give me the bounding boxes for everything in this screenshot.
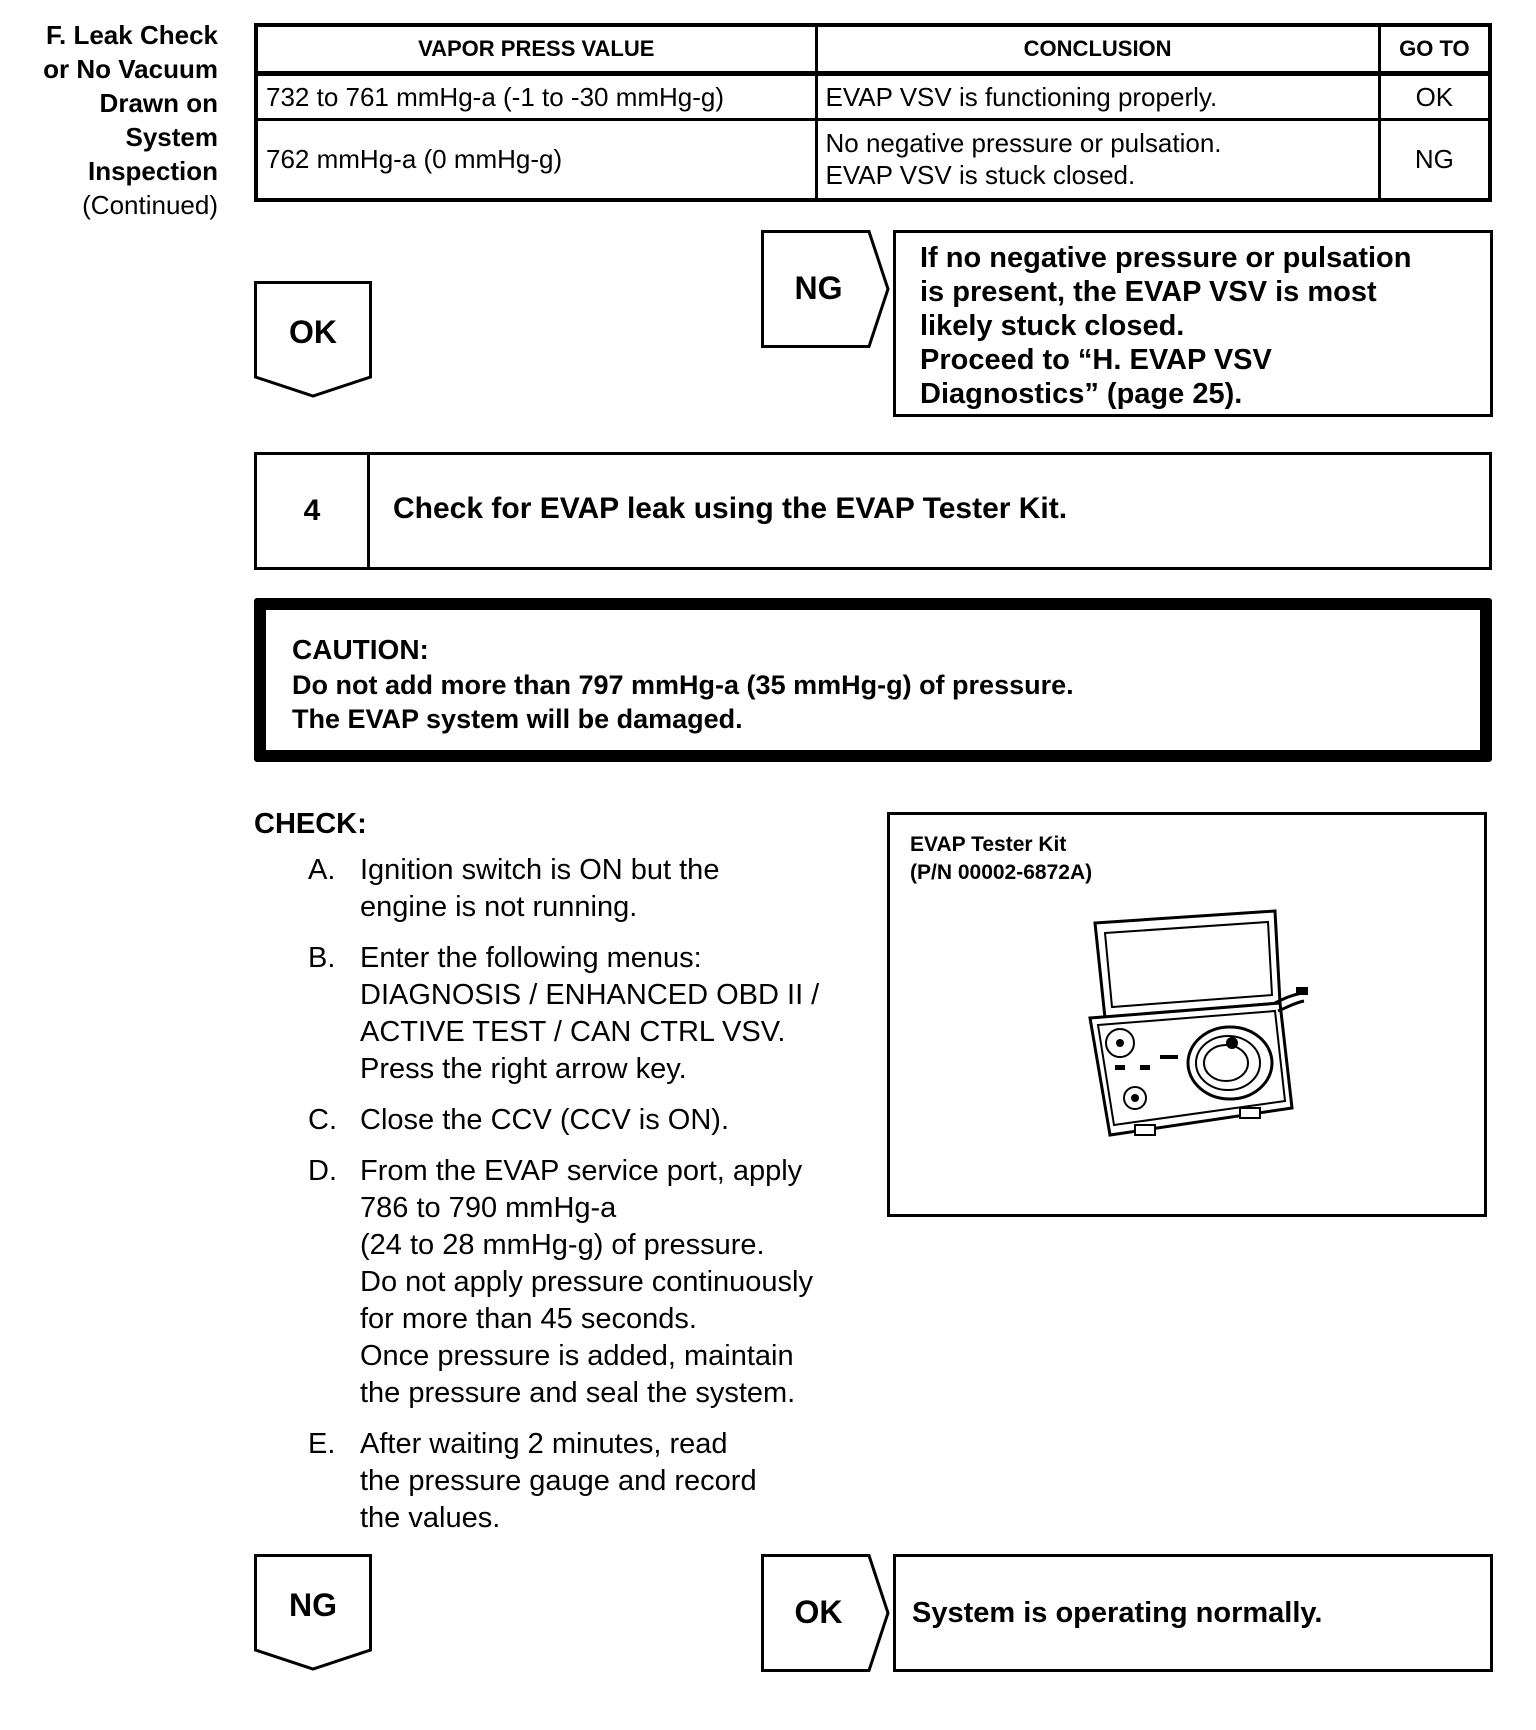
ng-label: NG	[794, 270, 843, 306]
item-line: DIAGNOSIS / ENHANCED OBD II /	[360, 979, 820, 1011]
column-header: GO TO	[1379, 25, 1490, 74]
step-text: Check for EVAP leak using the EVAP Tester Kit.	[393, 492, 1068, 525]
step-box	[254, 452, 1492, 570]
heading-line: Drawn on	[99, 88, 218, 118]
conclusion-line: No negative pressure or pulsation.	[825, 128, 1222, 159]
item-line: After waiting 2 minutes, read	[360, 1428, 728, 1460]
heading-continued: (Continued)	[82, 190, 218, 220]
caution-title: CAUTION:	[292, 634, 429, 665]
ok-right-arrow	[761, 1554, 891, 1672]
ok-down-arrow	[254, 281, 372, 399]
figure-caption	[910, 831, 1092, 887]
conclusion: EVAP VSV is functioning properly.	[816, 74, 1379, 120]
item-line: Once pressure is added, maintain	[360, 1340, 794, 1372]
item-line: the pressure and seal the system.	[360, 1377, 796, 1409]
caption-line: (P/N 00002-6872A)	[910, 861, 1093, 884]
vapor-press-value: 762 mmHg-a (0 mmHg-g)	[256, 120, 816, 200]
table-header-row	[256, 25, 1490, 74]
item-line: Do not apply pressure continuously	[360, 1266, 813, 1298]
ok-label: OK	[289, 314, 337, 350]
list-item	[308, 1153, 868, 1412]
item-line: Press the right arrow key.	[360, 1053, 687, 1085]
ng-message-box	[893, 230, 1493, 417]
item-line: Close the CCV (CCV is ON).	[360, 1104, 730, 1136]
item-line: Enter the following menus:	[360, 942, 702, 974]
list-item	[308, 1426, 868, 1537]
list-item	[308, 940, 868, 1088]
list-item	[308, 1102, 868, 1139]
heading-line: Inspection	[87, 156, 218, 186]
list-item	[308, 852, 868, 926]
item-line: 786 to 790 mmHg-a	[360, 1192, 617, 1224]
heading-line: or No Vacuum	[43, 54, 218, 84]
heading-line: System	[125, 122, 218, 152]
message-line: Proceed to “H. EVAP VSV	[920, 344, 1272, 376]
ng-right-arrow	[761, 230, 891, 348]
table-row	[256, 74, 1490, 120]
item-letter: A.	[308, 854, 336, 886]
item-line: the pressure gauge and record	[360, 1465, 757, 1497]
item-line: for more than 45 seconds.	[360, 1303, 697, 1335]
item-letter: B.	[308, 942, 336, 974]
section-heading	[0, 18, 218, 222]
caption-line: EVAP Tester Kit	[910, 833, 1067, 856]
check-list	[308, 852, 868, 1551]
table-row	[256, 120, 1490, 200]
column-header: VAPOR PRESS VALUE	[256, 25, 816, 74]
ok-message-box	[893, 1554, 1493, 1672]
item-line: (24 to 28 mmHg-g) of pressure.	[360, 1229, 765, 1261]
caution-box	[254, 598, 1492, 762]
ok-label: OK	[794, 1594, 843, 1630]
item-line: Ignition switch is ON but the	[360, 854, 720, 886]
message-line: Diagnostics” (page 25).	[920, 378, 1243, 410]
item-letter: E.	[308, 1428, 336, 1460]
caution-line: The EVAP system will be damaged.	[292, 704, 743, 734]
message-line: If no negative pressure or pulsation	[920, 242, 1412, 274]
ng-label: NG	[289, 1587, 337, 1623]
column-header: CONCLUSION	[816, 25, 1379, 74]
message-line: is present, the EVAP VSV is most	[920, 276, 1377, 308]
item-line: From the EVAP service port, apply	[360, 1155, 803, 1187]
check-title: CHECK:	[254, 808, 367, 840]
item-line: the values.	[360, 1502, 501, 1534]
evap-tester-figure	[887, 812, 1487, 1217]
step-number: 4	[257, 455, 370, 567]
item-letter: D.	[308, 1155, 337, 1187]
caution-line: Do not add more than 797 mmHg-a (35 mmHg-g) of pressure.	[292, 670, 1074, 700]
message-line: System is operating normally.	[912, 1597, 1323, 1629]
results-table	[254, 23, 1492, 202]
vapor-press-value: 732 to 761 mmHg-a (-1 to -30 mmHg-g)	[256, 74, 816, 120]
item-letter: C.	[308, 1104, 337, 1136]
heading-line: F. Leak Check	[46, 20, 218, 50]
message-line: likely stuck closed.	[920, 310, 1185, 342]
item-line: ACTIVE TEST / CAN CTRL VSV.	[360, 1016, 786, 1048]
tester-kit-illustration	[1080, 903, 1310, 1153]
item-line: engine is not running.	[360, 891, 638, 923]
ng-down-arrow	[254, 1554, 372, 1672]
go-to: NG	[1379, 120, 1490, 200]
go-to: OK	[1379, 74, 1490, 120]
conclusion-line: EVAP VSV is stuck closed.	[825, 160, 1136, 191]
conclusion	[816, 120, 1379, 200]
